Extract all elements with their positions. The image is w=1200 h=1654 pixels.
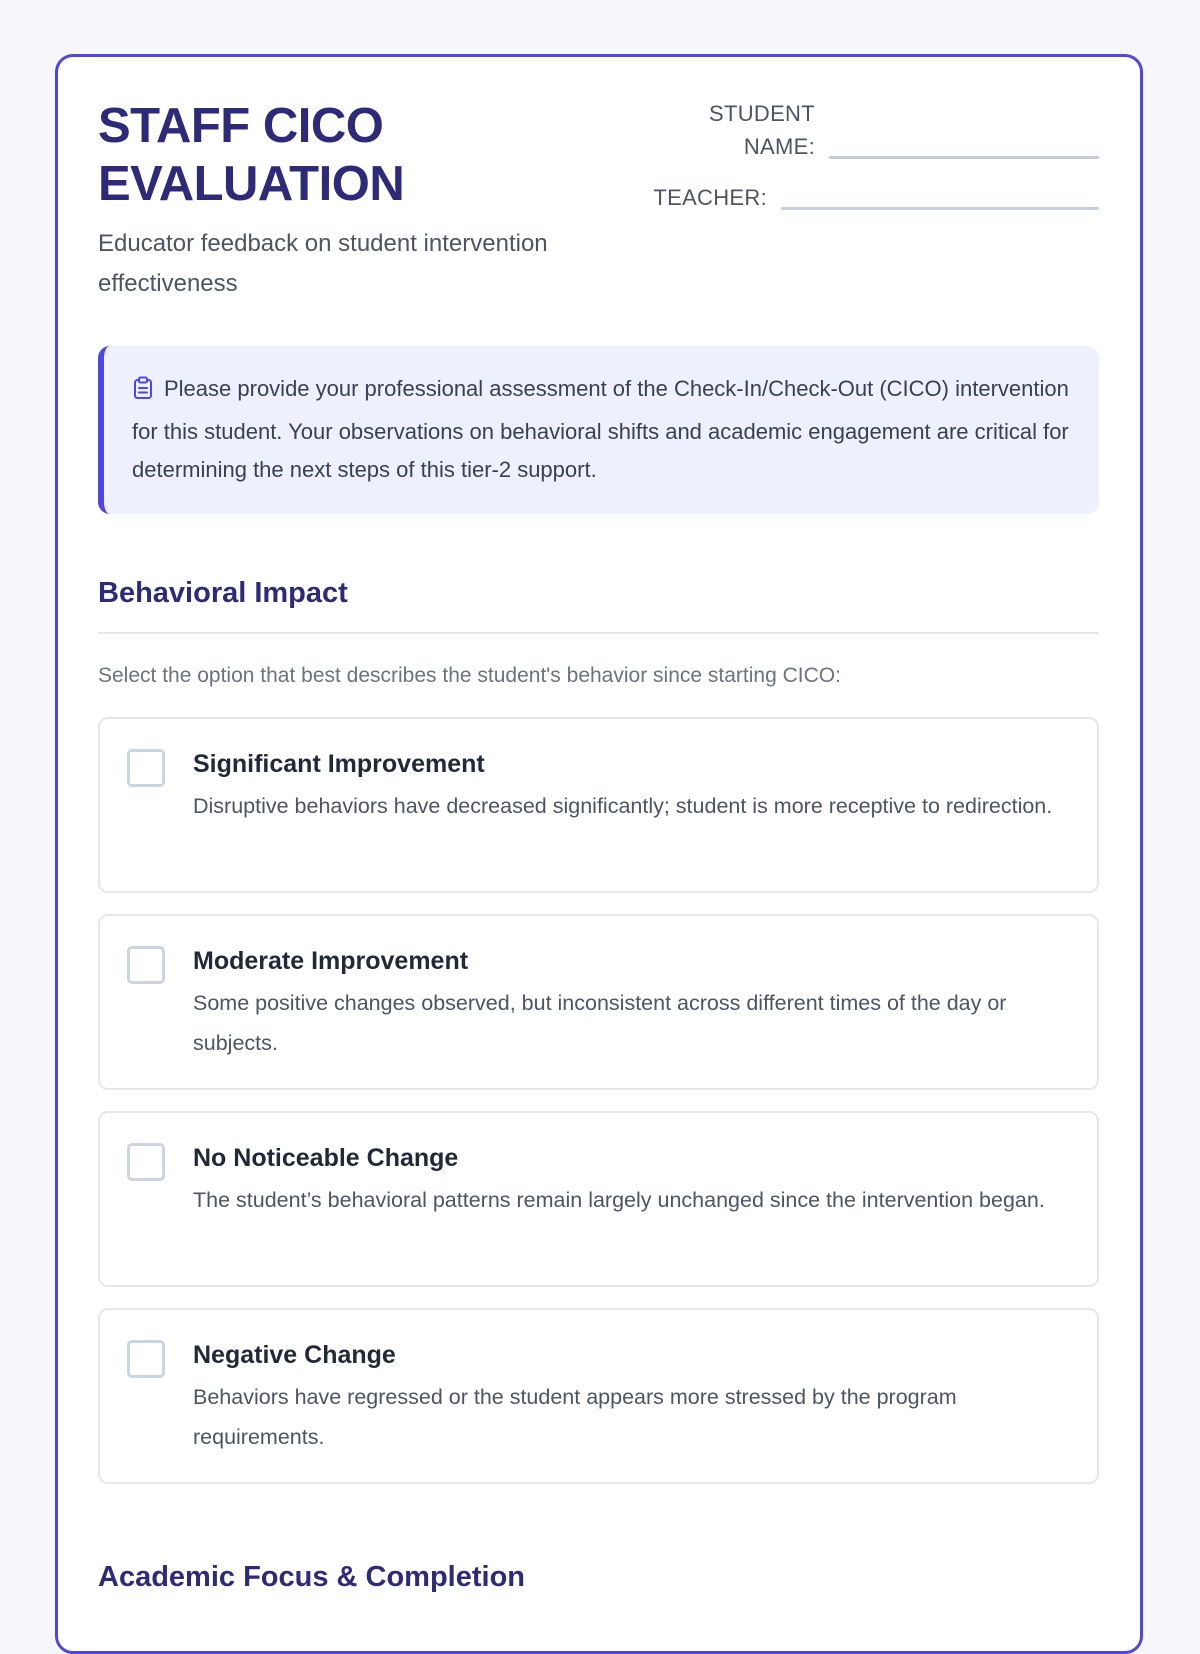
instructions-text: Please provide your professional assessment of the Check-In/Check-Out (CICO) intervention for this student. Your observations on behavioral shifts and academic engagement are critical for determining the next steps of this tier-2 support. bbox=[132, 376, 1069, 482]
behavioral-options bbox=[98, 717, 1099, 1484]
option-title: Significant Improvement bbox=[193, 749, 485, 778]
option-description: Some positive changes observed, but inconsistent across different times of the day or subjects. bbox=[193, 990, 1007, 1055]
option-no-noticeable-change[interactable] bbox=[98, 1111, 1099, 1287]
checkbox[interactable] bbox=[127, 946, 165, 984]
page-subtitle: Educator feedback on student intervention effectiveness bbox=[98, 230, 548, 297]
option-title: No Noticeable Change bbox=[193, 1143, 459, 1172]
option-description: Disruptive behaviors have decreased significantly; student is more receptive to redirection. bbox=[193, 793, 1053, 818]
student-fields bbox=[649, 97, 1099, 214]
teacher-label: TEACHER: bbox=[653, 185, 767, 210]
option-title: Negative Change bbox=[193, 1340, 396, 1369]
section-divider bbox=[98, 632, 1099, 634]
page-title: STAFF CICO EVALUATION bbox=[98, 99, 405, 211]
option-significant-improvement[interactable] bbox=[98, 717, 1099, 893]
teacher-field[interactable] bbox=[781, 207, 1099, 210]
title-block bbox=[98, 97, 618, 304]
student-name-label: STUDENT NAME: bbox=[709, 101, 815, 159]
option-moderate-improvement[interactable] bbox=[98, 914, 1099, 1090]
form-header bbox=[98, 97, 1099, 304]
checkbox[interactable] bbox=[127, 1143, 165, 1181]
option-description: Behaviors have regressed or the student appears more stressed by the program requirements. bbox=[193, 1384, 957, 1449]
checkbox[interactable] bbox=[127, 749, 165, 787]
option-negative-change[interactable] bbox=[98, 1308, 1099, 1484]
behavioral-impact-hint: Select the option that best describes the student's behavior since starting CICO: bbox=[98, 663, 841, 687]
option-description: The student’s behavioral patterns remain largely unchanged since the intervention began. bbox=[193, 1187, 1045, 1212]
academic-focus-heading: Academic Focus & Completion bbox=[98, 1560, 526, 1593]
student-name-row bbox=[649, 97, 1099, 163]
behavioral-impact-heading: Behavioral Impact bbox=[98, 576, 348, 609]
instructions-callout bbox=[98, 346, 1099, 514]
checkbox[interactable] bbox=[127, 1340, 165, 1378]
student-name-field[interactable] bbox=[829, 156, 1099, 159]
teacher-row bbox=[649, 181, 1099, 214]
evaluation-card bbox=[55, 54, 1143, 1654]
option-title: Moderate Improvement bbox=[193, 946, 469, 975]
clipboard-icon bbox=[132, 374, 154, 413]
